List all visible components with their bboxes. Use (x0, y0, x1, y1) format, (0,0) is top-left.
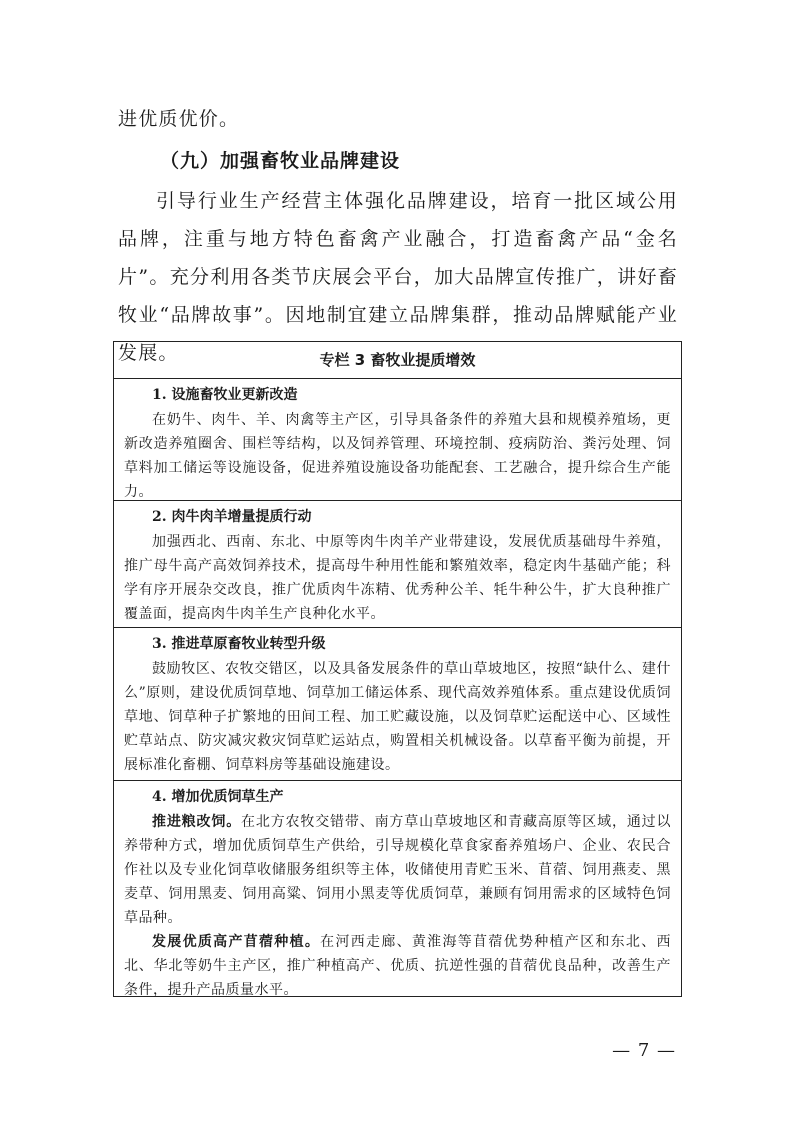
box-section-title: 3. 推进草原畜牧业转型升级 (152, 636, 326, 652)
page-number: — 7 — (612, 1040, 676, 1061)
feature-box (113, 341, 682, 997)
box-section-body (124, 930, 671, 1002)
box-section-body (124, 810, 671, 930)
section-heading: （九）加强畜牧业品牌建设 (160, 150, 401, 172)
box-title: 专栏 3 畜牧业提质增效 (114, 342, 681, 379)
continued-text: 进优质优价。 (118, 108, 240, 130)
lead-text: 发展优质高产苜蓿种植。 (152, 934, 321, 950)
intro-paragraph: 引导行业生产经营主体强化品牌建设，培育一批区域公用品牌，注重与地方特色畜禽产业融合，打造畜禽产品“金名片”。充分利用各类节庆展会平台，加大品牌宣传推广，讲好畜牧业“品牌故事”。因地制宜建立品牌集群，推动品牌赋能产业发展。 (118, 190, 678, 364)
lead-text: 推进粮改饲。 (152, 814, 242, 830)
box-section-title: 4. 增加优质饲草生产 (152, 789, 284, 805)
body-text: 在北方农牧交错带、南方草山草坡地区和青藏高原等区域，通过以养带种方式，增加优质饲草生产供给，引导规模化草食家畜养殖场户、企业、农民合作社以及专业化饲草收储服务组织等主体，收储使用青贮玉米、苜蓿、饲用燕麦、黑麦草、饲用黑麦、饲用高粱、饲用小黑麦等优质饲草，兼顾有饲用需求的区域特色饲草品种。 (124, 814, 672, 926)
box-section-3 (114, 628, 681, 781)
box-section-2 (114, 501, 681, 628)
box-section-1 (114, 379, 681, 501)
box-section-title: 2. 肉牛肉羊增量提质行动 (152, 509, 312, 525)
box-section-body: 加强西北、西南、东北、中原等肉牛肉羊产业带建设，发展优质基础母牛养殖，推广母牛高产高效饲养技术，提高母牛种用性能和繁殖效率，稳定肉牛基础产能；科学有序开展杂交改良，推广优质肉牛冻精、优秀种公羊、牦牛种公牛，扩大良种推广覆盖面，提高肉牛肉羊生产良种化水平。 (124, 534, 671, 622)
box-section-title: 1. 设施畜牧业更新改造 (152, 387, 298, 403)
box-section-body: 鼓励牧区、农牧交错区，以及具备发展条件的草山草坡地区，按照“缺什么、建什么”原则，建设优质饲草地、饲草加工储运体系、现代高效养殖体系。重点建设优质饲草地、饲草种子扩繁地的田间工程、加工贮藏设施，以及饲草贮运配送中心、区域性贮草站点、防灾减灾救灾饲草贮运站点，购置相关机械设备。以草畜平衡为前提，开展标准化畜棚、饲草料房等基础设施建设。 (124, 661, 671, 773)
box-section-body: 在奶牛、肉牛、羊、肉禽等主产区，引导具备条件的养殖大县和规模养殖场，更新改造养殖圈舍、围栏等结构，以及饲养管理、环境控制、疫病防治、粪污处理、饲草料加工储运等设施设备，促进养殖设施设备功能配套、工艺融合，提升综合生产能力。 (124, 412, 671, 500)
box-section-4 (114, 781, 681, 997)
body-text: 在河西走廊、黄淮海等苜蓿优势种植产区和东北、西北、华北等奶牛主产区，推广种植高产、优质、抗逆性强的苜蓿优良品种，改善生产条件，提升产品质量水平。 (124, 934, 672, 998)
